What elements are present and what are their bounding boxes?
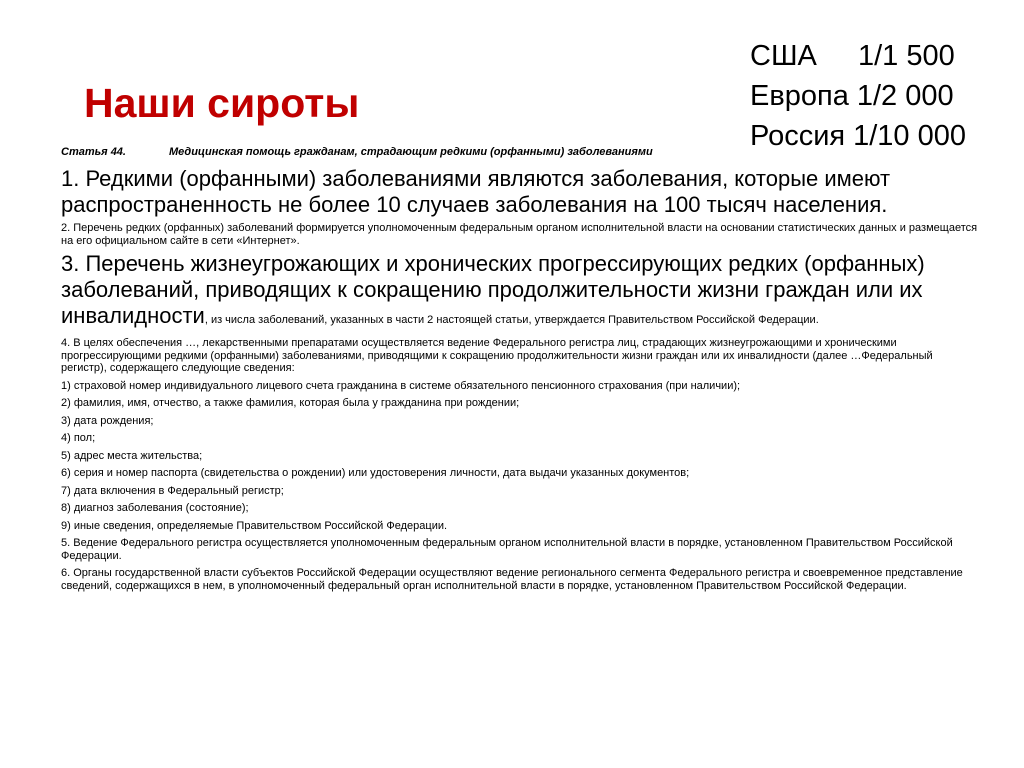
paragraph-4: 4. В целях обеспечения …, лекарственными препаратами осуществляется ведение Федерального регистра лиц, страдающих жизнеугрожающими и хроническими прогрессирующими редкими (орфанными) заболеваниями, приводящими к сокращению продолжительности жизни граждан или их инвалидности (далее …Федеральный регистр), содержащего следующие сведения: [61,337,933,374]
list-item: 7) дата включения в Федеральный регистр; [61,484,284,497]
list-item: 5) адрес места жительства; [61,449,203,462]
list-item: 3) дата рождения; [61,414,154,427]
paragraph-6: 6. Органы государственной власти субъектов Российской Федерации осуществляют ведение регионального сегмента Федерального регистра и своевременное представление сведений, содержащихся в нем, в уполномоченный федеральный орган исполнительной власти в порядке, установленном Правительством Российской Федерации. [61,567,963,592]
paragraph-3 [61,251,981,333]
article-body [61,166,981,592]
article-title: Медицинская помощь гражданам, страдающим редкими (орфанными) заболеваниями [168,146,653,158]
register-fields-list [61,380,981,533]
list-item: 8) диагноз заболевания (состояние); [61,502,249,514]
list-item: 6) серия и номер паспорта (свидетельства о рождении) или удостоверения личности, дата выдачи указанных документов; [61,467,690,479]
paragraph-5: 5. Ведение Федерального регистра осуществляется уполномоченным федеральным органом исполнительной власти в порядке, установленном Правительством Российской Федерации. [61,537,953,562]
list-item: 1) страховой номер индивидуального лицевого счета гражданина в системе обязательного пенсионного страхования (при наличии); [61,379,741,392]
stat-row-usa [750,36,966,76]
list-item: 9) иные сведения, определяемые Правительством Российской Федерации. [61,519,448,532]
stat-region: Россия [750,120,846,152]
list-item: 4) пол; [61,432,96,444]
stat-row-russia [750,116,966,156]
paragraph-3-tail: , из числа заболеваний, указанных в части 2 настоящей статьи, утверждается Правительством Российской Федерации. [204,314,819,326]
list-item: 2) фамилия, имя, отчество, а также фамилия, которая была у гражданина при рождении; [61,397,520,409]
stat-value: 1/1 500 [858,40,955,72]
paragraph-1: 1. Редкими (орфанными) заболеваниями являются заболевания, которые имеют распространенность не более 10 случаев заболевания на 100 тысяч населения. [61,166,891,217]
article-heading [61,146,653,158]
prevalence-stats [750,36,966,156]
stat-region: США [750,40,817,72]
stat-value: 1/2 000 [856,80,954,112]
stat-region: Европа [750,80,849,112]
paragraph-2: 2. Перечень редких (орфанных) заболеваний формируется уполномоченным федеральным органом исполнительной власти на основании статистических данных и размещается на его официальном сайте в сети «Интернет». [61,222,978,247]
page-title: Наши сироты [84,80,360,126]
article-number: Статья 44. [61,146,126,158]
stat-value: 1/10 000 [853,120,966,152]
paragraph-3-main: 3. Перечень жизнеугрожающих и хронических прогрессирующих редких (орфанных) заболеваний, приводящих к сокращению продолжительности жизни граждан или их инвалидности [61,251,925,328]
stat-row-europe [750,76,966,116]
